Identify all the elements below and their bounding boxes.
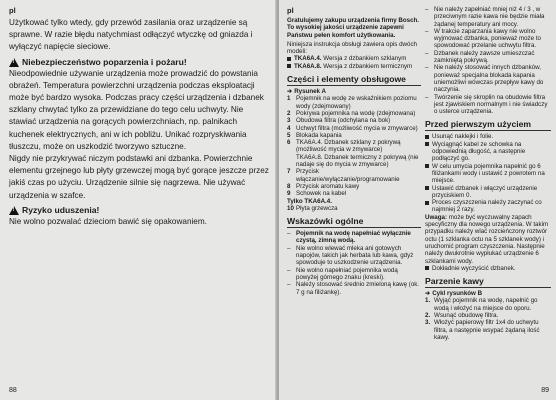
list-item: [287, 154, 421, 169]
item-text: Przycisk włączanie/wyłączanie/programowanie: [296, 168, 400, 183]
divider: [287, 227, 421, 228]
list-item: [425, 312, 551, 319]
bullet-icon: [425, 164, 429, 168]
item-text: Nie należy zapełniać mniej niż 4 / 3 , w przeciwnym razie kawa nie będzie miała żądanej temperatury ani mocy.: [434, 6, 545, 28]
item-number: 3.: [425, 319, 431, 327]
bullet-icon: [425, 266, 429, 270]
list-item: [287, 132, 421, 139]
prep-list: [425, 133, 551, 213]
item-text: Przycisk aromatu kawy: [296, 182, 360, 190]
list-item: [425, 64, 551, 93]
bullet-icon: [425, 135, 429, 139]
list-item: [287, 183, 421, 190]
model-item: TKA6A.4. Wersja z dzbankiem szklanym: [287, 55, 421, 62]
item-number: 9: [287, 190, 291, 198]
dash-icon: –: [425, 49, 429, 57]
item-number: 2.: [425, 311, 431, 319]
dash-icon: –: [425, 27, 429, 35]
item-text: Usunąć naklejki i folie.: [432, 133, 494, 141]
item-number: 1: [287, 95, 291, 103]
list-item: [287, 95, 421, 110]
paragraph: Nigdy nie przykrywać niczym podstawki ani dzbanka. Powierzchnie elementu grzejnego lub płyty grzewczej mogą być gorące jeszcze przez jakiś czas po użyciu. Urządzenie silnie się nagrzewa. Nie używać urządzenia w szafce.: [9, 154, 269, 200]
list-item: [287, 110, 421, 117]
list-item: [425, 6, 551, 28]
item-text: Należy stosować średnio zmieloną kawę (ok. 7 g na filiżankę).: [296, 281, 420, 296]
model-list: [287, 55, 421, 70]
list-item: [287, 190, 421, 197]
list-item: [425, 199, 551, 214]
warning-icon: [9, 206, 19, 215]
figure-reference: ➔ Cykl rysunków B: [425, 290, 483, 298]
arrow-icon: ➔: [425, 290, 431, 298]
tips-list: [425, 6, 551, 115]
paragraph: Nie wolno pozwalać dzieciom bawić się opakowaniem.: [9, 216, 207, 226]
dash-icon: –: [287, 230, 291, 238]
parts-list: [287, 95, 421, 197]
figure-reference: ➔ Rysunek A: [287, 88, 326, 96]
item-text: Pojemnik na wodę ze wskaźnikiem poziomu wody (zdejmowany): [296, 95, 417, 110]
item-text: TKA6A.4. Dzbanek szklany z pokrywą (możliwość mycia w zmywarce): [296, 139, 401, 154]
list-item: [425, 297, 551, 312]
column-1: [287, 0, 421, 296]
section-heading: Przed pierwszym użyciem: [425, 119, 532, 130]
item-number: 3: [287, 117, 291, 125]
item-text: Nie wolno napełniać pojemnika wodą powyżej górnego znaku (kreski).: [296, 266, 398, 281]
item-number: [287, 154, 296, 169]
item-number: 6: [287, 139, 291, 147]
warning-heading: ! Ryzyko uduszenia!: [9, 205, 269, 216]
item-text: TKA6A.8. Dzbanek termiczny z pokrywą (nie nadaje się do mycia w zmywarce): [296, 153, 419, 169]
item-text: Schowek na kabel: [296, 190, 347, 198]
intro-text: Niniejsza instrukcja obsługi zawiera opis dwóch modeli:: [287, 40, 417, 56]
arrow-icon: ➔: [287, 88, 293, 96]
list-item: [287, 281, 421, 296]
item-number: 8: [287, 182, 291, 190]
section-heading: Części i elementy obsługowe: [287, 74, 406, 85]
dash-icon: –: [425, 93, 429, 101]
list-item: [425, 50, 551, 65]
item-text: Wyjąć pojemnik na wodę, napełnić go wodą i włożyć na miejsce do oporu.: [434, 297, 538, 312]
dash-icon: –: [287, 244, 291, 252]
item-text: Ustawić dzbanek i włączyć urządzenie przyciskiem 0.: [432, 184, 538, 199]
item-text: Wyciągnąć kabel ze schowka na odpowiednią długość, a następnie podłączyć go.: [432, 140, 526, 163]
intro-bold: Gratulujemy zakupu urządzenia firmy Bosch. To wysokiej jakości urządzenie zapewni Państwu pełen komfort użytkowania.: [287, 17, 420, 39]
divider: [425, 287, 551, 288]
section-heading: Parzenie kawy: [425, 276, 484, 287]
model-note: Tylko TKA6A.4.: [287, 197, 332, 205]
item-text: W trakcie zaparzania kawy nie wolno wyjmować dzbanka, ponieważ może to spowodować przelanie uchwytu filtra.: [434, 27, 541, 50]
paragraph: Użytkować tylko wtedy, gdy przewód zasilania oraz urządzenie są sprawne. W razie błędu natychmiast odłączyć wtyczkę od gniazda i wyłączyć napięcie sieciowe.: [9, 18, 253, 52]
item-text: Nie należy stosować innych dzbanków, ponieważ specjalna blokada kapania uniemożliwi wówczas przepływ kawy do naczynia.: [434, 64, 544, 94]
item-number: 1.: [425, 297, 431, 305]
dash-icon: –: [425, 6, 429, 13]
warning-heading: ! Niebezpieczeństwo poparzenia i pożaru!: [9, 57, 269, 68]
list-item: [425, 141, 551, 163]
dash-icon: –: [287, 266, 291, 274]
right-page: [279, 0, 556, 400]
page-language: pl: [287, 6, 294, 15]
general-list: [287, 230, 421, 296]
list-item: [425, 133, 551, 140]
page-number: 88: [9, 387, 17, 394]
list-item: [287, 168, 421, 183]
divider: [287, 85, 421, 86]
list-item: [287, 267, 421, 282]
item-number: 7: [287, 168, 291, 176]
item-text: Pokrywa pojemnika na wodę (zdejmowana): [296, 109, 416, 117]
item-text: Proces czyszczenia należy zaczynać co najmniej 2 razy.: [432, 199, 542, 214]
item-text: Blokada kapania: [296, 131, 342, 139]
list-item: Dokładnie wyczyścić dzbanek.: [425, 265, 551, 272]
bullet-icon: [287, 57, 291, 61]
divider: [425, 130, 551, 131]
left-page: [0, 0, 277, 400]
page-language: pl: [9, 6, 16, 15]
item-text: Obudowa filtra (odchylana na bok): [296, 117, 391, 125]
bullet-icon: [287, 64, 291, 68]
dash-icon: –: [425, 64, 429, 72]
list-item: [287, 117, 421, 124]
list-item: [425, 185, 551, 200]
bullet-icon: [425, 201, 429, 205]
list-item: [287, 245, 421, 267]
note: Uwaga: może być wyczuwalny zapach specyficzny dla nowego urządzenia. W takim przypadku należy wlać rozcieńczony roztwór octu (1 szklanka octu na 5 szklanek wody) i uruchomić program czyszczenia. Następnie należy dwukrotnie wypłukać urządzenie 6 szklankami wody.: [425, 213, 549, 265]
item-text: Twórzenie się skroplin na obudowie filtra jest zjawiskiem normalnym i nie świadczy o usterce urządzenia.: [434, 93, 548, 116]
item-number: 4: [287, 124, 291, 132]
item-text: W celu umycia pojemnika napełnić go 6 filiżankami wody i ustawić z powrotem na miejsce.: [432, 162, 545, 185]
item-text: Włożyć papierowy filtr 1x4 do uchwytu filtra, a następnie wsypać żądaną ilość kawy.: [434, 319, 540, 341]
list-item: [287, 139, 421, 154]
list-item: [287, 125, 421, 132]
item-text: Nie wolno wlewać mleka ani gotowych napojów, takich jak herbata lub kawa, gdyż spowoduje to uszkodzenie urządzenia.: [296, 244, 414, 267]
item-text: Pojemnik na wodę napełniać wyłącznie czystą, zimną wodą.: [296, 230, 411, 245]
list-item: [425, 163, 551, 185]
item-text: Wsunąć obudowę filtra.: [434, 311, 499, 319]
list-item: [425, 28, 551, 50]
list-item: [287, 230, 421, 245]
list-item: 10 Płyta grzewcza: [287, 204, 338, 212]
item-text: Dzbanek należy zawsze umieszczać zamkniętą pokrywą.: [434, 49, 535, 65]
bullet-icon: [425, 186, 429, 190]
column-2: [425, 0, 551, 341]
item-number: 2: [287, 109, 291, 117]
list-item: [425, 319, 551, 341]
dash-icon: –: [287, 281, 291, 289]
warning-icon: [9, 58, 19, 67]
item-text: Uchwyt filtra (możliwość mycia w zmywarce): [296, 124, 418, 132]
brew-steps: [425, 297, 551, 341]
page-number: 89: [541, 387, 549, 394]
list-item: [425, 94, 551, 116]
paragraph: Nieodpowiednie używanie urządzenia może prowadzić do powstania obrażeń. Temperatura powierzchni urządzenia podczas eksploatacji może być bardzo wysoka. Podczas pracy części urządzenia i dzbanek szklany chwytać tylko za przewidziane do tego celu uchwyty. Nie stawiać urządzenia na gorących powierzchniach, np. palnikach kuchenek elektrycznych, ani w ich pobliżu. Unikać rozpryskiwania tłuszczu, może on uszkodzić tworzywo sztuczne.: [9, 68, 264, 151]
section-heading: Wskazówki ogólne: [287, 216, 364, 227]
item-number: 5: [287, 131, 291, 139]
model-item: TKA6A.8. Wersja z dzbankiem termicznym: [287, 63, 421, 70]
bullet-icon: [425, 142, 429, 146]
